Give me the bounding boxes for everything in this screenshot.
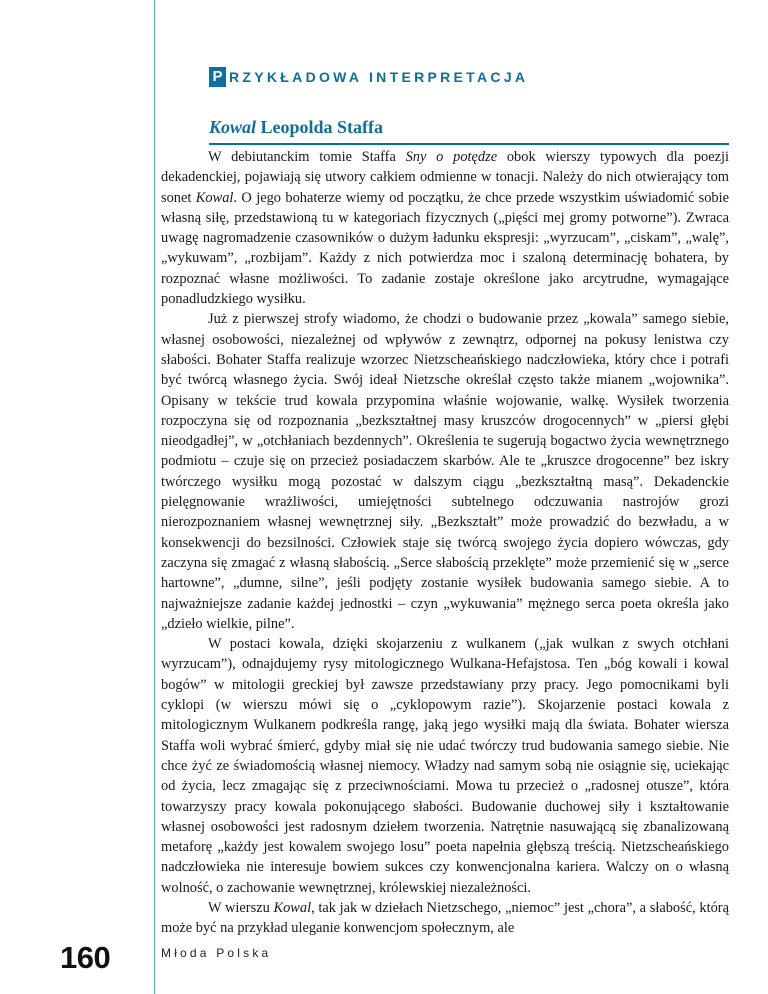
p1-italic-title-1: Sny o potędze (405, 149, 498, 165)
section-header (209, 66, 729, 88)
title-underline (209, 143, 729, 145)
article-title (209, 117, 383, 138)
paragraph-2: Już z pierwszej strofy wiadomo, że chodzi o budowanie przez „kowala” samego siebie, własnej osobowości, niezależnej od wpływów z zewnątrz, odpornej na pokusy lenistwa czy słabości. Bohater Staffa realizuje wzorzec Nietzscheańskiego nadczłowieka, który chce i potrafi być twórcą własnego życia. Swój ideał Nietzsche określał często także mianem „wojownika”. Opisany w tekście trud kowala przypomina właśnie wojowanie, walkę. Wysiłek tworzenia rozpoczyna się od rozpoznania „bezkształtnej masy kruszców drogocennych” w „piersi głębi nieodgadłej”, w „otchłaniach bezdennych”. Określenia te sugerują bogactwo życia wewnętrznego podmiotu – czuje się on przecież posiadaczem skarbów. Ale te „kruszce drogocenne” bez iskry twórczego wysiłku mogą pozostać w dalszym ciągu „bezkształtną masą”. Dekadenckie pielęgnowanie wrażliwości, umiejętności subtelnego odczuwania nastrojów grozi nierozpoznaniem własnej wewnętrznej siły. „Bezkształt” może prowadzić do bezwładu, a w konsekwencji do bezsilności. Człowiek staje się twórcą swojego życia dopiero wówczas, gdy zaczyna się zmagać z własną słabością. „Serce słabością przeklęte” może przemienić się w „serce hartowne”, „dumne, silne”, jeśli podjęty zostanie wysiłek budowania samego siebie. A to najważniejsze zadanie każdej jednostki – czyn „wykuwania” mężnego serca poeta określa jako „dzieło wielkie, pilne”. (161, 311, 729, 632)
paragraph-1 (161, 147, 729, 309)
header-text: RZYKŁADOWA INTERPRETACJA (229, 69, 529, 85)
title-italic-work: Kowal (209, 117, 257, 137)
header-initial-box: P (209, 67, 226, 87)
footer-section-name: Młoda Polska (161, 946, 272, 960)
p4-text-b: , tak jak w dziełach Nietzschego, „niemoc” jest „chora”, a słabość, którą może być na przykład uleganie konwencjom społecznym, ale (161, 899, 729, 937)
p4-text-a: W wierszu (208, 899, 274, 916)
p4-italic-title: Kowal (273, 899, 312, 916)
p1-text-a: W debiutanckim tomie Staffa (208, 149, 406, 165)
title-author: Leopolda Staffa (256, 117, 384, 137)
page-number: 160 (60, 940, 111, 975)
sidebar-rule (154, 0, 155, 994)
paragraph-3: W postaci kowala, dzięki skojarzeniu z wulkanem („jak wulkan z swych otchłani wyrzucam”), odnajdujemy rysy mitologicznego Wulkana-Hefajstosa. Ten „bóg kowali i kowal bogów” w mitologii greckiej był zawsze przedstawiany przy pracy. Jego pomocnikami byli cyklopi (w wierszu mówi się o „cyklopowym razie”). Skojarzenie postaci kowala z mitologicznym Wulkanem podkreśla rangę, jaką jego wysiłki mają dla świata. Bohater wiersza Staffa woli wybrać śmierć, gdyby miał się nie udać twórczy trud budowania samego siebie. Nie chce żyć ze świadomością własnej niemocy. Władzy nad samym sobą nie osiągnie się, uciekając od życia, lecz zmagając się z przeciwnościami. Mowa tu przecież o „radosnej otusze”, która towarzyszy pracy kowala pokonującego słabości. Budowanie duchowej siły i kształtowanie własnej osobowości jest radosnym dziełem tworzenia. Natrętnie nasuwającą się zbanalizowaną metaforę „każdy jest kowalem swojego losu” poeta napełnia głębszą treścią. Nietzscheańskiego nadczłowieka nie interesuje bowiem sukces czy konwencjonalna kariera. Walczy on o własną wolność, o zachowanie wewnętrznej, królewskiej niezależności. (161, 636, 729, 896)
body-text (161, 147, 729, 939)
paragraph-4 (161, 898, 729, 939)
p1-text-b: obok wierszy typowych dla poezji dekadenckiej, pojawiają się utwory całkiem odmienne w tonacji. Należy do nich otwierający tom sonet (161, 149, 729, 206)
p1-text-c: . O jego bohaterze wiemy od początku, że chce przede wszystkim uświadomić sobie własną siłę, przedstawioną tu w kategoriach fizycznych („pięści mej gromy potworne”). Zwraca uwagę nagromadzenie czasowników o dużym ładunku ekspresji: „wyrzucam”, „ciskam”, „walę”, „wykuwam”, „rozbijam”. Każdy z nich potwierdza moc i szaloną determinację bohatera, by rozpoznać własne możliwości. To zadanie zostaje określone jako arcytrudne, wymagające ponadludzkiego wysiłku. (161, 189, 729, 308)
p1-italic-title-2: Kowal (195, 189, 234, 206)
